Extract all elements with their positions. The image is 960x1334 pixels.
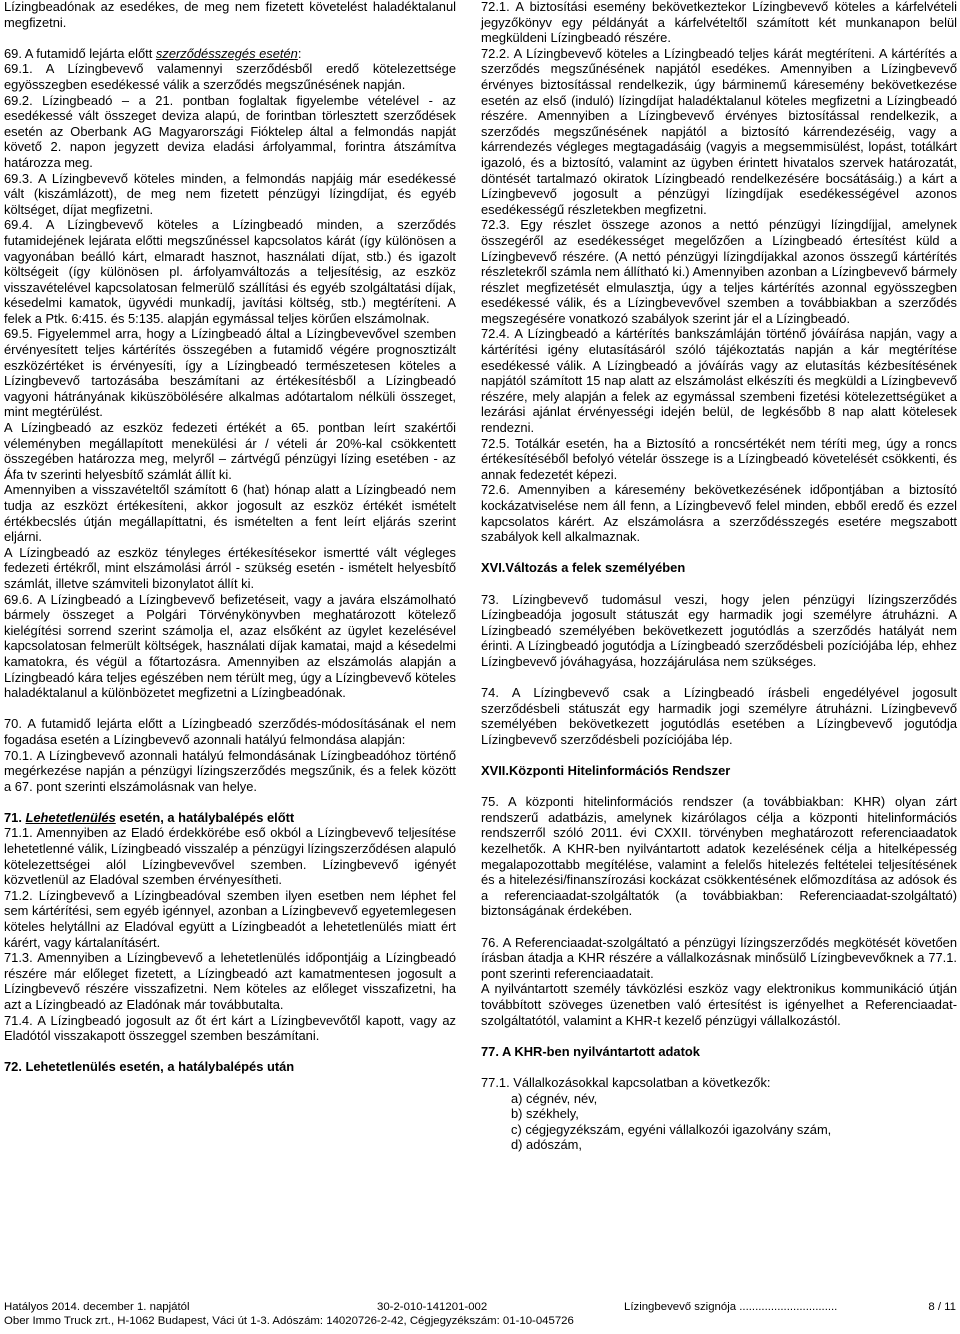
heading-text: 69. A futamidő lejárta előtt <box>4 45 156 61</box>
paragraph-spacer <box>481 748 957 764</box>
paragraph: 71.2. Lízingbevevő a Lízingbeadóval szemben ilyen esetben nem léphet fel sem kártérítési, sem egyéb igénnyel, azonban a Lízingbevevő egyetemlegesen köteles helytállni az Eladóval együtt a Lízingbeadót a lehetetlenülés miatt ért kárért, vagy kártalanításért. <box>4 887 456 950</box>
paragraph-spacer <box>4 701 456 717</box>
paragraph: A Lízingbeadó az eszköz tényleges értékesítésekor ismertté vált végleges fedezeti értékről, mint elszámolási árról - szükség esetén - ismételt helyesbítő számlát, illetve számviteli bizonylatot állít ki. <box>4 544 456 591</box>
paragraph: 72.5. Totálkár esetén, ha a Biztosító a roncsértékét nem téríti meg, úgy a roncs értékesítéséből befolyó vételár összege is a Lízingbeadó követelését csökkenti, és annak fedezetét képezi. <box>481 435 957 482</box>
paragraph: 71.1. Amennyiben az Eladó érdekkörébe eső okból a Lízingbevevő teljesítése lehetetlenné válik, Lízingbeadó visszalép a pénzügyi lízingszerződésen alapuló kötelezettségei alól Lízingbevevővel szemben. Lízingbevevő igényét közvetlenül az Eladóval szemben érvényesítheti. <box>4 825 456 888</box>
paragraph-spacer <box>481 779 957 795</box>
list-item: d) adószám, <box>511 1137 582 1153</box>
paragraph-spacer <box>481 576 957 592</box>
footer-effective-date: Hatályos 2014. december 1. napjától <box>4 1301 190 1313</box>
heading-emphasis: Lehetetlenülés <box>25 809 116 825</box>
paragraph-heading <box>4 46 456 62</box>
paragraph: 69.1. A Lízingbevevő valamennyi szerződésből eredő kötelezettsége egyösszegben esedékessé válik a szerződés megszűnésének napján. <box>4 61 456 92</box>
paragraph: 71.3. Amennyiben a Lízingbevevő a lehetetlenülés időpontjáig a Lízingbeadó részére már előleget fizetett, a Lízingbeadó azt kamatmentesen jogosult a Lízingbevevő részére visszafizetni. Nem köteles az előleget visszafizetni, ha azt a Lízingbeadó az Eladónak már továbbutalta. <box>4 950 456 1012</box>
paragraph: 74. A Lízingbevevő csak a Lízingbeadó írásbeli engedélyével jogosult szerződésbeli státuszát egy harmadik jogi személyre átruházni. Lízingbevevő személyében bekövetkezett jogutódlás esetében a Lízingbevevő jogutódja Lízingbevevő szerződésbeli pozíciójába lép. <box>481 685 957 747</box>
section-heading: 77. A KHR-ben nyilvántartott adatok <box>481 1043 700 1059</box>
paragraph: 72.6. Amennyiben a káresemény bekövetkezésének időpontjában a biztosító kockázatviselése nem áll fenn, a Lízingbevevő felel minden, ebből eredő és ezzel kapcsolatos kárért. Az elszámolásra a szerződésszegés esetére megszabott szabályok kell alkalmaznak. <box>481 482 957 545</box>
heading-emphasis: szerződésszegés esetén <box>155 45 298 61</box>
footer-company-info: Ober Immo Truck zrt., H-1062 Budapest, Váci út 1-3. Adószám: 14020726-2-42, Cégjegyzékszám: 01-10-045726 <box>4 1315 574 1327</box>
paragraph: 69.3. A Lízingbevevő köteles minden, a felmondás napjáig már esedékessé vált (kiszámlázott), de meg nem fizetett pénzügyi lízingdíjat, és egyéb költséget, díjat megfizetni. <box>4 170 456 217</box>
paragraph: 72.3. Egy részlet összege azonos a nettó pénzügyi lízingdíjjal, amelynek összegéről az esedékességet megelőzően a Lízingbeadó értesítést küld a Lízingbevevő részére. (A nettó pénzügyi lízingdíjakkal azonos összegű kártérítés részletekről számla nem állítható ki.) Amennyiben azonban a Lízingbevevő bármely részlet megfizetését elmulasztja, úgy a teljes kártérítés azonnal egyösszegben esedékessé válik, és a Lízingbevevővel szemben a továbbiakban a szerződés megszegésére vonatkozó szabályok szerint jár el a Lízingbeadó. <box>481 217 957 326</box>
heading-text: esetén, a hatálybalépés előtt <box>115 809 295 825</box>
heading-text-end: : <box>297 45 302 61</box>
paragraph: 70.1. A Lízingbevevő azonnali hatályú felmondásának Lízingbeadóhoz történő megérkezése napján a pénzügyi lízingszerződés megszűnik, és a felek között a 67. pont szerinti elszámolásnak van helye. <box>4 747 456 794</box>
paragraph: 72.4. A Lízingbeadó a kártérítés bankszámláján történő jóváírása napján, vagy a kártérítési igény elutasításáról szóló tájékoztatás napján a kár megtérítése esedékessé válik. A Lízingbeadó a jóváírás vagy az elutasítás kézbesítésének napjától számított 15 nap alatt az elszámolást elkészíti és megküldi a Lízingbevevő részére, mely alapján a felek az egymással szembeni fizetési kötelezettségüket a lezárási ajánlat érvényességi idején belül, de legkésőbb 8 nap alatt kötelesek rendezni. <box>481 326 957 436</box>
paragraph: 75. A központi hitelinformációs rendszer (a továbbiakban: KHR) olyan zárt rendszerű adatbázis, amelynek kizárólagos célja a központi hitelinformációs rendszerről szóló 2011. évi CXXII. törvényben meghatározott referenciaadatok kezelhetők. A KHR-ben nyilvántartott adatok kezelésének célja a hitelképesség megalapozottabb megítélése, valamint a felelős hitelezés feltételei teljesítésének és a hitelezési/finanszírozási kockázat csökkentésének előmozdítása az adósok és a referenciaadat-szolgáltatók (a továbbiakban: Referenciaadat-szolgáltató) biztonságának érdekében. <box>481 794 957 919</box>
paragraph: Amennyiben a visszavételtől számított 6 (hat) hónap alatt a Lízingbeadó nem tudja az eszközt értékesíteni, akkor jogosult az eszköz értékét ismételt értékbecslés útján megállapíttatni, és ismételten a fent leírt eljárás szerint eljárni. <box>4 482 456 545</box>
paragraph: 76. A Referenciaadat-szolgáltató a pénzügyi lízingszerződés megkötését követően írásban átadja a KHR részére a vállalkozásnak minősülő Lízingbevevőknek a 77.1. pont szerinti referenciaadatait. <box>481 934 957 981</box>
paragraph: 73. Lízingbevevő tudomásul veszi, hogy jelen pénzügyi lízingszerződés Lízingbeadója jogosult státuszát egy harmadik jogi személyre átruházni. A Lízingbeadó személyében bekövetkezett jogutódlás a szerződés hatályát nem érinti. A Lízingbeadó jogutódja a Lízingbeadó szerződésbeli pozíciójába lép, ehhez Lízingbevevő jóváhagyása, hozzájárulása nem szükséges. <box>481 591 957 669</box>
section-heading <box>4 810 456 826</box>
paragraph: 72.2. A Lízingbevevő köteles a Lízingbeadó teljes kárát megtéríteni. A kártérítés a szerződés megszűnésének napjától esedékes. Amennyiben a Lízingbevevő érvényes biztosítással rendelkezik, úgy bárminemű káresemény bekövetkezése esetén az első (induló) lízingdíjat haladéktalanul köteles megfizetni a Lízingbeadó részére. Amennyiben a Lízingbevevő érvényes biztosítással rendelkezik, a szerződés megszűnésének napjától a biztosító kárrendezéséig, vagy a kárrendezés végleges megtagadásáig (vagyis a megsemmisülést, lopást, totálkárt igazoló, és a biztosító, valamint az ügyben érintett hivatalos szervek határozatát, döntését tartalmazó okiratok Lízingbeadó rendelkezésére bocsátásáig.) a kárt a Lízingbevevő jogosult a pénzügyi lízingdíjak esedékességével azonos esedékességű részletekben megfizetni. <box>481 45 957 217</box>
left-column <box>4 0 456 1075</box>
right-column <box>481 0 957 1153</box>
page-footer <box>4 1301 956 1328</box>
paragraph: 69.4. A Lízingbevevő köteles a Lízingbeadó minden, a szerződés futamidejének lejárata előtti megszűnéssel kapcsolatos kárát (így különösen a vagyonában beálló kárt, elmaradt hasznot, használati díjat, stb.) és igazolt költségeit (így különösen pl. árfolyamváltozás a teljesítésig, az eszköz visszavételével kapcsolatosan felmerülő szállítási és egyéb szolgáltatási díjak, késedelmi kamatok, ügyvédi munkadíj, javítási költség, stb.) megtéríteni. A felek a Ptk. 6:415. és 5:135. alapján egymással teljes körűen elszámolnak. <box>4 217 456 326</box>
paragraph: 71.4. A Lízingbeadó jogosult az őt ért kárt a Lízingbevevőtől kapott, vagy az Eladótól visszakapott összeggel szemben beszámítani. <box>4 1012 456 1044</box>
footer-document-code: 30-2-010-141201-002 <box>377 1301 488 1313</box>
list-item: b) székhely, <box>511 1106 579 1122</box>
paragraph: A nyilvántartott személy távközlési eszköz vagy elektronikus kommunikáció útján továbbított szöveges üzenetben való értesítést is igényelhet a Referenciaadat-szolgáltatótól, valamint a KHR-t kezelő pénzügyi vállalkozástól. <box>481 981 957 1028</box>
list-item: c) cégjegyzékszám, egyéni vállalkozói igazolvány szám, <box>511 1121 832 1137</box>
paragraph-spacer <box>481 670 957 686</box>
footer-page-number: 8 / 11 <box>928 1301 956 1313</box>
section-heading: XVI.Változás a felek személyében <box>481 560 686 576</box>
paragraph-spacer <box>4 794 456 810</box>
paragraph-spacer <box>481 919 957 935</box>
section-heading: 72. Lehetetlenülés esetén, a hatálybalépés után <box>4 1059 295 1075</box>
paragraph: 69.5. Figyelemmel arra, hogy a Lízingbeadó által a Lízingbevevővel szemben érvényesített teljes kártérítés összegében a futamidő végére prognosztizált eszközértéket is érvényesíti, így a Lízingbeadó természetesen köteles a Lízingbevevő tartozásába beszámítani az értékesítésből a Lízingbeadó vagyoni hátrányának kiküszöbölésére alkalmas adótartalom nélküli összeget, mint megtérülést. <box>4 326 456 420</box>
paragraph-spacer <box>4 1044 456 1060</box>
section-heading: XVII.Központi Hitelinformációs Rendszer <box>481 763 731 779</box>
paragraph: A Lízingbeadó az eszköz fedezeti értékét a 65. pontban leírt szakértői véleményben megállapított menekülési ár / vételi ár 20%-kal csökkentett összegében határozza meg, melyről – zártvégű pénzügyi lízing esetében - az Áfa tv szerinti helyesbítő számlát állít ki. <box>4 420 456 482</box>
paragraph-spacer <box>481 1059 957 1075</box>
paragraph: 69.2. Lízingbeadó – a 21. pontban foglaltak figyelembe vételével - az esedékessé vált összeget deviza alapú, de forintban törlesztett szerződések esetén az Oberbank AG Magyarországi Fióktelep által a felmondás napját követő 2. napon jegyzett deviza eladási árfolyammal, forintra átszámítva határozza meg. <box>4 92 456 170</box>
paragraph: 77.1. Vállalkozásokkal kapcsolatban a következők: <box>481 1074 771 1090</box>
paragraph: Lízingbeadónak az esedékes, de meg nem fizetett követelést haladéktalanul megfizetni. <box>4 0 456 30</box>
paragraph: 72.1. A biztosítási esemény bekövetkeztekor Lízingbevevő köteles a kárfelvételi jegyzőkönyv egy példányát a kárfelvételtől számított két munkanapon belül megküldeni Lízingbeadó részére. <box>481 0 957 46</box>
paragraph-spacer <box>4 30 456 46</box>
heading-number: 71. <box>4 809 26 825</box>
paragraph: 69.6. A Lízingbeadó a Lízingbevevő befizetéseit, vagy a javára elszámolható bármely összeget a Polgári Törvénykönyvben meghatározott kötelező kielégítési sorrend szerint számolja el, azaz elsőként az ügylet kezelésével kapcsolatosan felmerült költségek, használati díjak kamatai, majd a késedelmi kamatokra, és végül a főtartozásra. Amennyiben az elszámolás alapján a Lízingbeadó kára teljes egészében nem térült meg, úgy a Lízingbevevő köteles haladéktalanul a különbözetet megfizetni a Lízingbeadónak. <box>4 591 456 701</box>
paragraph-spacer <box>481 1028 957 1044</box>
list-item: a) cégnév, név, <box>511 1090 598 1106</box>
footer-signature-line: Lízingbevevő szignója ............................... <box>624 1301 838 1313</box>
paragraph-spacer <box>481 545 957 561</box>
paragraph: 70. A futamidő lejárta előtt a Lízingbeadó szerződés-módosításának el nem fogadása esetén a Lízingbevevő azonnali hatályú felmondása alapján: <box>4 716 456 747</box>
